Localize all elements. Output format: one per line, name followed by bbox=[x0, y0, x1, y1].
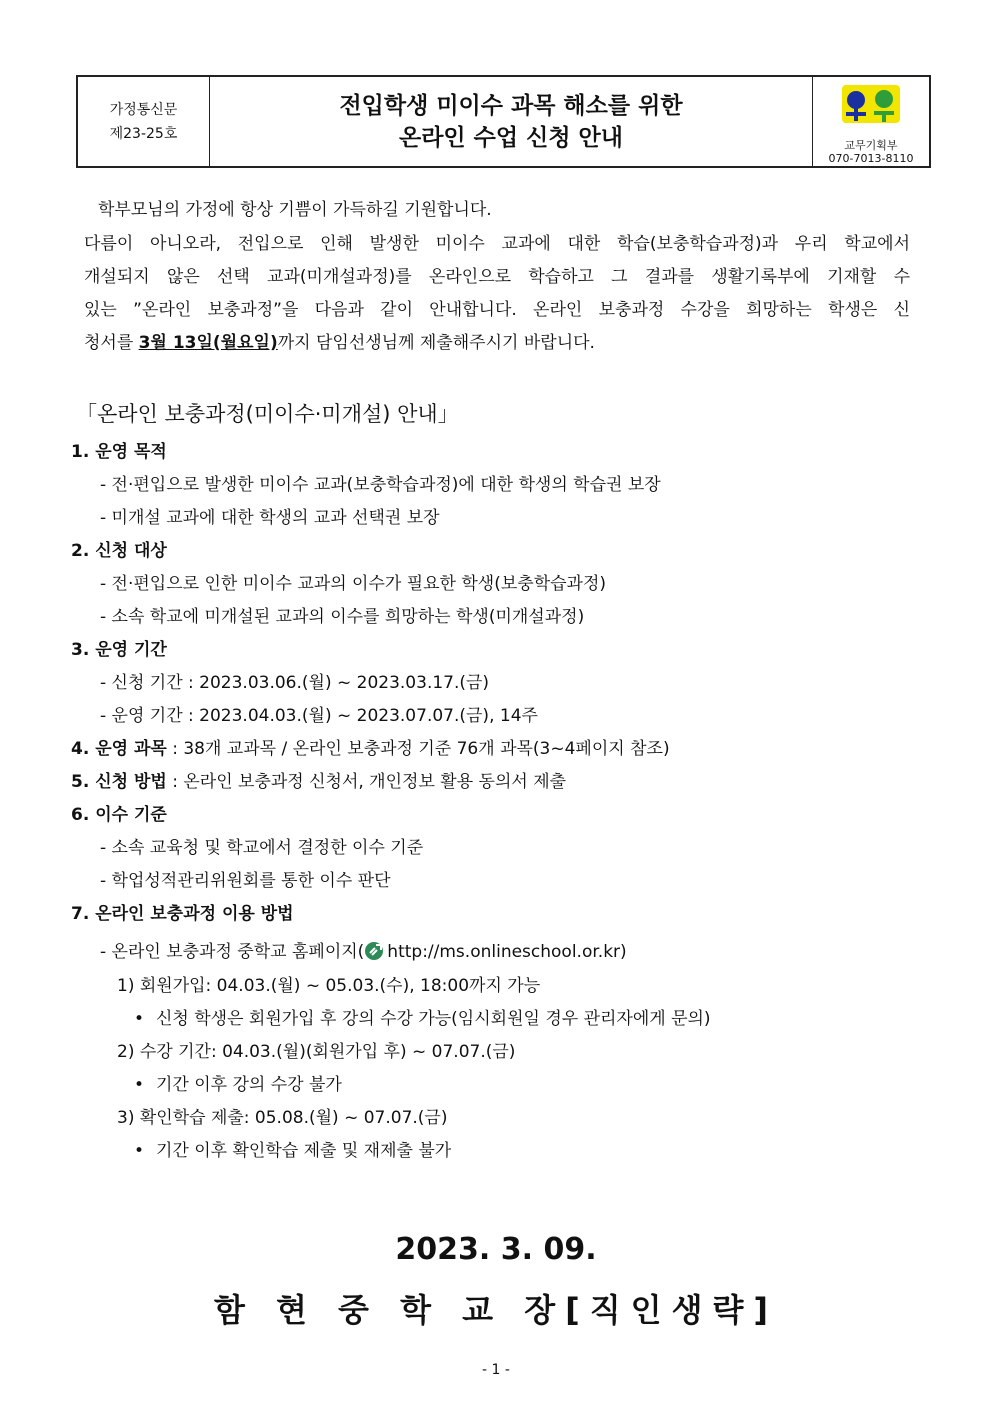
s7-step-1-note bbox=[134, 1007, 711, 1031]
intro-line-4-post: 까지 담임선생님께 제출해주시기 바랍니다. bbox=[277, 333, 595, 353]
dept-phone: 070-7013-8110 bbox=[828, 152, 914, 165]
doc-title bbox=[210, 77, 813, 166]
s1-title: 1. 운영 목적 bbox=[71, 442, 167, 462]
s7-item-a-pre: - 온라인 보충과정 중학교 홈페이지( bbox=[100, 942, 365, 962]
s4-line bbox=[71, 737, 670, 761]
bullet: • bbox=[134, 1009, 145, 1029]
section-title: 「온라인 보충과정(미이수·미개설) 안내」 bbox=[76, 402, 459, 426]
s5-title: 5. 신청 방법 bbox=[71, 772, 167, 792]
intro-line-1: 다름이 아니오라, 전입으로 인해 발생한 미이수 교과에 대한 학습(보충학습과정)과 우리 학교에서 bbox=[84, 234, 910, 254]
s7-step-3: 3) 확인학습 제출: 05.08.(월) ~ 07.07.(금) bbox=[117, 1108, 448, 1128]
intro-line-4-pre: 청서를 bbox=[84, 333, 139, 353]
bullet: • bbox=[134, 1141, 145, 1161]
doc-number: 제23-25호 bbox=[109, 125, 178, 142]
s4-text: : 38개 교과목 / 온라인 보충과정 기준 76개 과목(3~4페이지 참조) bbox=[166, 739, 670, 759]
s7-step-2-note bbox=[134, 1073, 342, 1097]
s4-title: 4. 운영 과목 bbox=[71, 739, 167, 759]
page-number: - 1 - bbox=[482, 1362, 510, 1378]
s7-step-1-note-text: 신청 학생은 회원가입 후 강의 수강 가능(임시회원일 경우 관리자에게 문의) bbox=[156, 1009, 711, 1029]
issue-date: 2023. 3. 09. bbox=[395, 1232, 597, 1267]
school-logo-icon bbox=[838, 83, 904, 125]
dept-name: 교무기획부 bbox=[844, 139, 898, 152]
link-icon bbox=[364, 941, 386, 961]
s1-item-a: - 전·편입으로 발생한 미이수 교과(보충학습과정)에 대한 학생의 학습권 보장 bbox=[100, 475, 661, 495]
s6-item-b: - 학업성적관리위원회를 통한 이수 판단 bbox=[100, 871, 391, 891]
deadline: 3월 13일(월요일) bbox=[138, 333, 278, 353]
s3-item-b: - 운영 기간 : 2023.04.03.(월) ~ 2023.07.07.(금), 14주 bbox=[100, 706, 538, 726]
s2-item-a: - 전·편입으로 인한 미이수 교과의 이수가 필요한 학생(보충학습과정) bbox=[100, 574, 607, 594]
intro-line-4 bbox=[84, 331, 595, 355]
s7-step-2: 2) 수강 기간: 04.03.(월)(회원가입 후) ~ 07.07.(금) bbox=[117, 1042, 516, 1062]
s7-step-1: 1) 회원가입: 04.03.(월) ~ 05.03.(수), 18:00까지 가능 bbox=[117, 976, 541, 996]
s7-step-3-note-text: 기간 이후 확인학습 제출 및 재제출 불가 bbox=[156, 1141, 452, 1161]
s2-title: 2. 신청 대상 bbox=[71, 541, 167, 561]
header-box bbox=[76, 75, 931, 168]
s2-item-b: - 소속 학교에 미개설된 교과의 이수를 희망하는 학생(미개설과정) bbox=[100, 607, 585, 627]
s7-step-3-note bbox=[134, 1139, 451, 1163]
school-logo-block bbox=[813, 77, 929, 166]
principal-signature: 함 현 중 학 교 장[직인생략] bbox=[213, 1291, 779, 1329]
greeting: 학부모님의 가정에 항상 기쁨이 가득하길 기원합니다. bbox=[98, 200, 492, 220]
s3-title: 3. 운영 기간 bbox=[71, 640, 167, 660]
intro-line-2: 개설되지 않은 선택 교과(미개설과정)를 온라인으로 학습하고 그 결과를 생활기록부에 기재할 수 bbox=[84, 267, 910, 287]
doc-info bbox=[78, 77, 210, 166]
bullet: • bbox=[134, 1075, 145, 1095]
s7-step-2-note-text: 기간 이후 강의 수강 불가 bbox=[156, 1075, 342, 1095]
title-line-2: 온라인 수업 신청 안내 bbox=[399, 124, 623, 151]
s6-item-a: - 소속 교육청 및 학교에서 결정한 이수 기준 bbox=[100, 838, 424, 858]
s7-title: 7. 온라인 보충과정 이용 방법 bbox=[71, 904, 294, 924]
s7-item-a bbox=[100, 940, 627, 964]
s6-title: 6. 이수 기준 bbox=[71, 805, 167, 825]
homepage-link[interactable]: http://ms.onlineschool.or.kr) bbox=[387, 942, 627, 962]
title-line-1: 전입학생 미이수 과목 해소를 위한 bbox=[339, 92, 683, 119]
s1-item-b: - 미개설 교과에 대한 학생의 교과 선택권 보장 bbox=[100, 508, 440, 528]
s5-text: : 온라인 보충과정 신청서, 개인정보 활용 동의서 제출 bbox=[166, 772, 567, 792]
s3-item-a: - 신청 기간 : 2023.03.06.(월) ~ 2023.03.17.(금) bbox=[100, 673, 490, 693]
intro-line-3: 있는 ”온라인 보충과정”을 다음과 같이 안내합니다. 온라인 보충과정 수강을 희망하는 학생은 신 bbox=[84, 300, 910, 320]
dept-info bbox=[829, 139, 914, 165]
s5-line bbox=[71, 770, 566, 794]
doc-type: 가정통신문 bbox=[109, 101, 178, 118]
